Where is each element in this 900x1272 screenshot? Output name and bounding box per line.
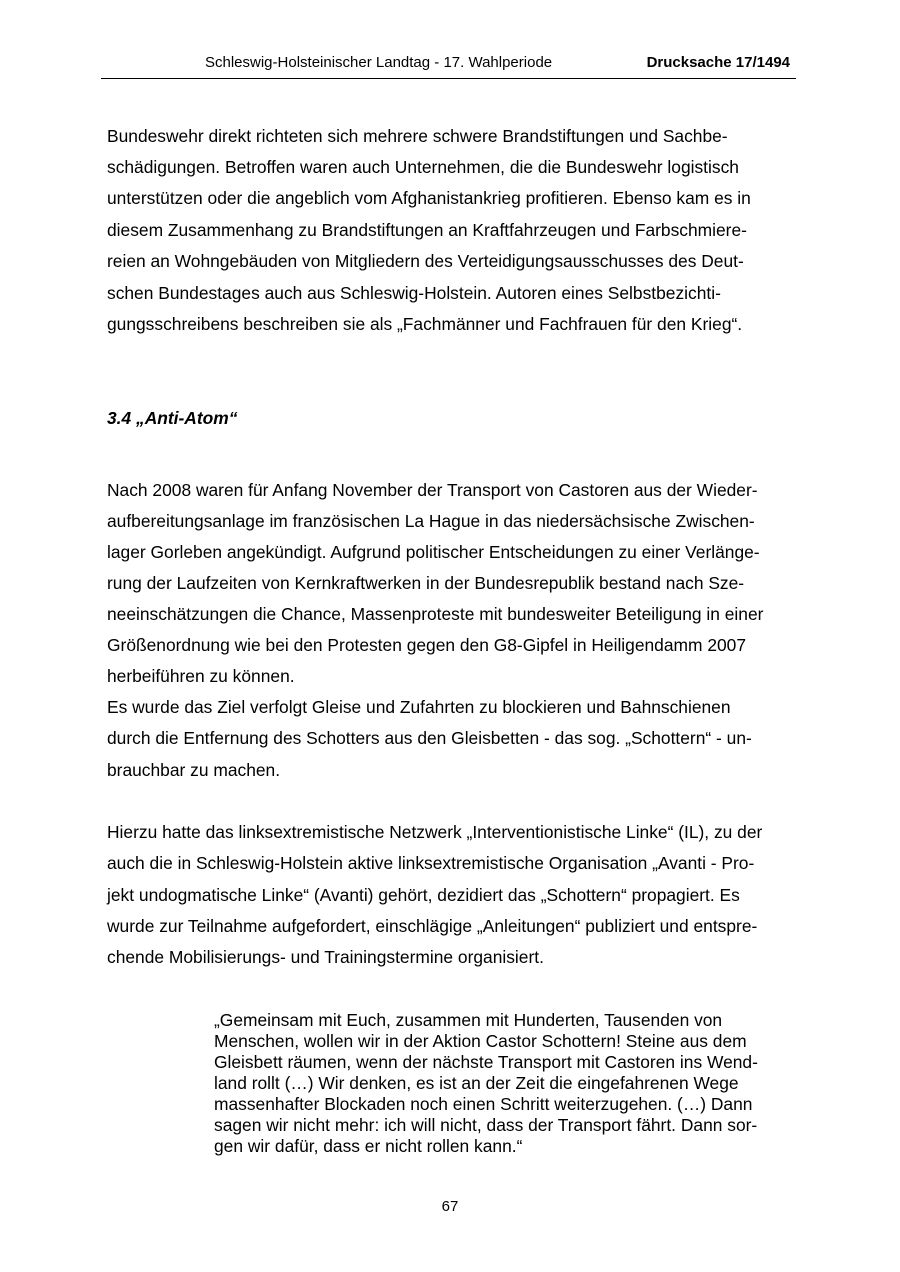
text-line: Bundeswehr direkt richteten sich mehrere schwere Brandstiftungen und Sachbe- (107, 126, 728, 146)
text-line: gungsschreibens beschreiben sie als „Fachmänner und Fachfrauen für den Krieg“. (107, 314, 743, 334)
page-number: 67 (441, 1198, 459, 1215)
quote-line: Menschen, wollen wir in der Aktion Castor Schottern! Steine aus dem (214, 1031, 747, 1051)
text-line: reien an Wohngebäuden von Mitgliedern des Verteidigungsausschusses des Deut- (107, 251, 744, 271)
text-line: diesem Zusammenhang zu Brandstiftungen an Kraftfahrzeugen und Farbschmiere- (107, 220, 747, 240)
page-header (101, 52, 796, 79)
text-line: herbeiführen zu können. (107, 666, 295, 686)
text-line: neeinschätzungen die Chance, Massenproteste mit bundesweiter Beteiligung in einer (107, 604, 764, 624)
text-line: Nach 2008 waren für Anfang November der Transport von Castoren aus der Wieder- (107, 480, 758, 500)
text-line: lager Gorleben angekündigt. Aufgrund politischer Entscheidungen zu einer Verlänge- (107, 542, 760, 562)
text-line: Größenordnung wie bei den Protesten gegen den G8-Gipfel in Heiligendamm 2007 (107, 635, 747, 655)
quote-line: massenhafter Blockaden noch einen Schritt weiterzugehen. (…) Dann (214, 1094, 753, 1114)
quote-line: Gleisbett räumen, wenn der nächste Transport mit Castoren ins Wend- (214, 1052, 758, 1072)
text-line: schen Bundestages auch aus Schleswig-Holstein. Autoren eines Selbstbezichti- (107, 283, 721, 303)
text-line: jekt undogmatische Linke“ (Avanti) gehört, dezidiert das „Schottern“ propagiert. Es (107, 885, 740, 905)
text-line: auch die in Schleswig-Holstein aktive linksextremistische Organisation „Avanti - Pro- (107, 853, 755, 873)
quote-line: land rollt (…) Wir denken, es ist an der Zeit die eingefahrenen Wege (214, 1073, 739, 1093)
text-line: brauchbar zu machen. (107, 760, 281, 780)
text-line: unterstützen oder die angeblich vom Afghanistankrieg profitieren. Ebenso kam es in (107, 188, 751, 208)
text-line: Hierzu hatte das linksextremistische Netzwerk „Interventionistische Linke“ (IL), zu der (107, 822, 763, 842)
quote-line: gen wir dafür, dass er nicht rollen kann.“ (214, 1136, 523, 1156)
text-line: wurde zur Teilnahme aufgefordert, einschlägige „Anleitungen“ publiziert und entspre- (107, 916, 758, 936)
text-line: aufbereitungsanlage im französischen La Hague in das niedersächsische Zwischen- (107, 511, 755, 531)
text-line: schädigungen. Betroffen waren auch Unternehmen, die die Bundeswehr logistisch (107, 157, 739, 177)
header-doc-number: Drucksache 17/1494 (646, 54, 790, 71)
header-title: Schleswig-Holsteinischer Landtag - 17. Wahlperiode (205, 54, 553, 71)
quote-line: „Gemeinsam mit Euch, zusammen mit Hunderten, Tausenden von (214, 1010, 723, 1030)
quote-line: sagen wir nicht mehr: ich will nicht, dass der Transport fährt. Dann sor- (214, 1115, 758, 1135)
section-heading: 3.4 „Anti-Atom“ (107, 408, 238, 428)
text-line: durch die Entfernung des Schotters aus den Gleisbetten - das sog. „Schottern“ - un- (107, 728, 752, 748)
text-line: chende Mobilisierungs- und Trainingstermine organisiert. (107, 947, 544, 967)
text-line: Es wurde das Ziel verfolgt Gleise und Zufahrten zu blockieren und Bahnschienen (107, 697, 731, 717)
text-line: rung der Laufzeiten von Kernkraftwerken in der Bundesrepublik bestand nach Sze- (107, 573, 745, 593)
